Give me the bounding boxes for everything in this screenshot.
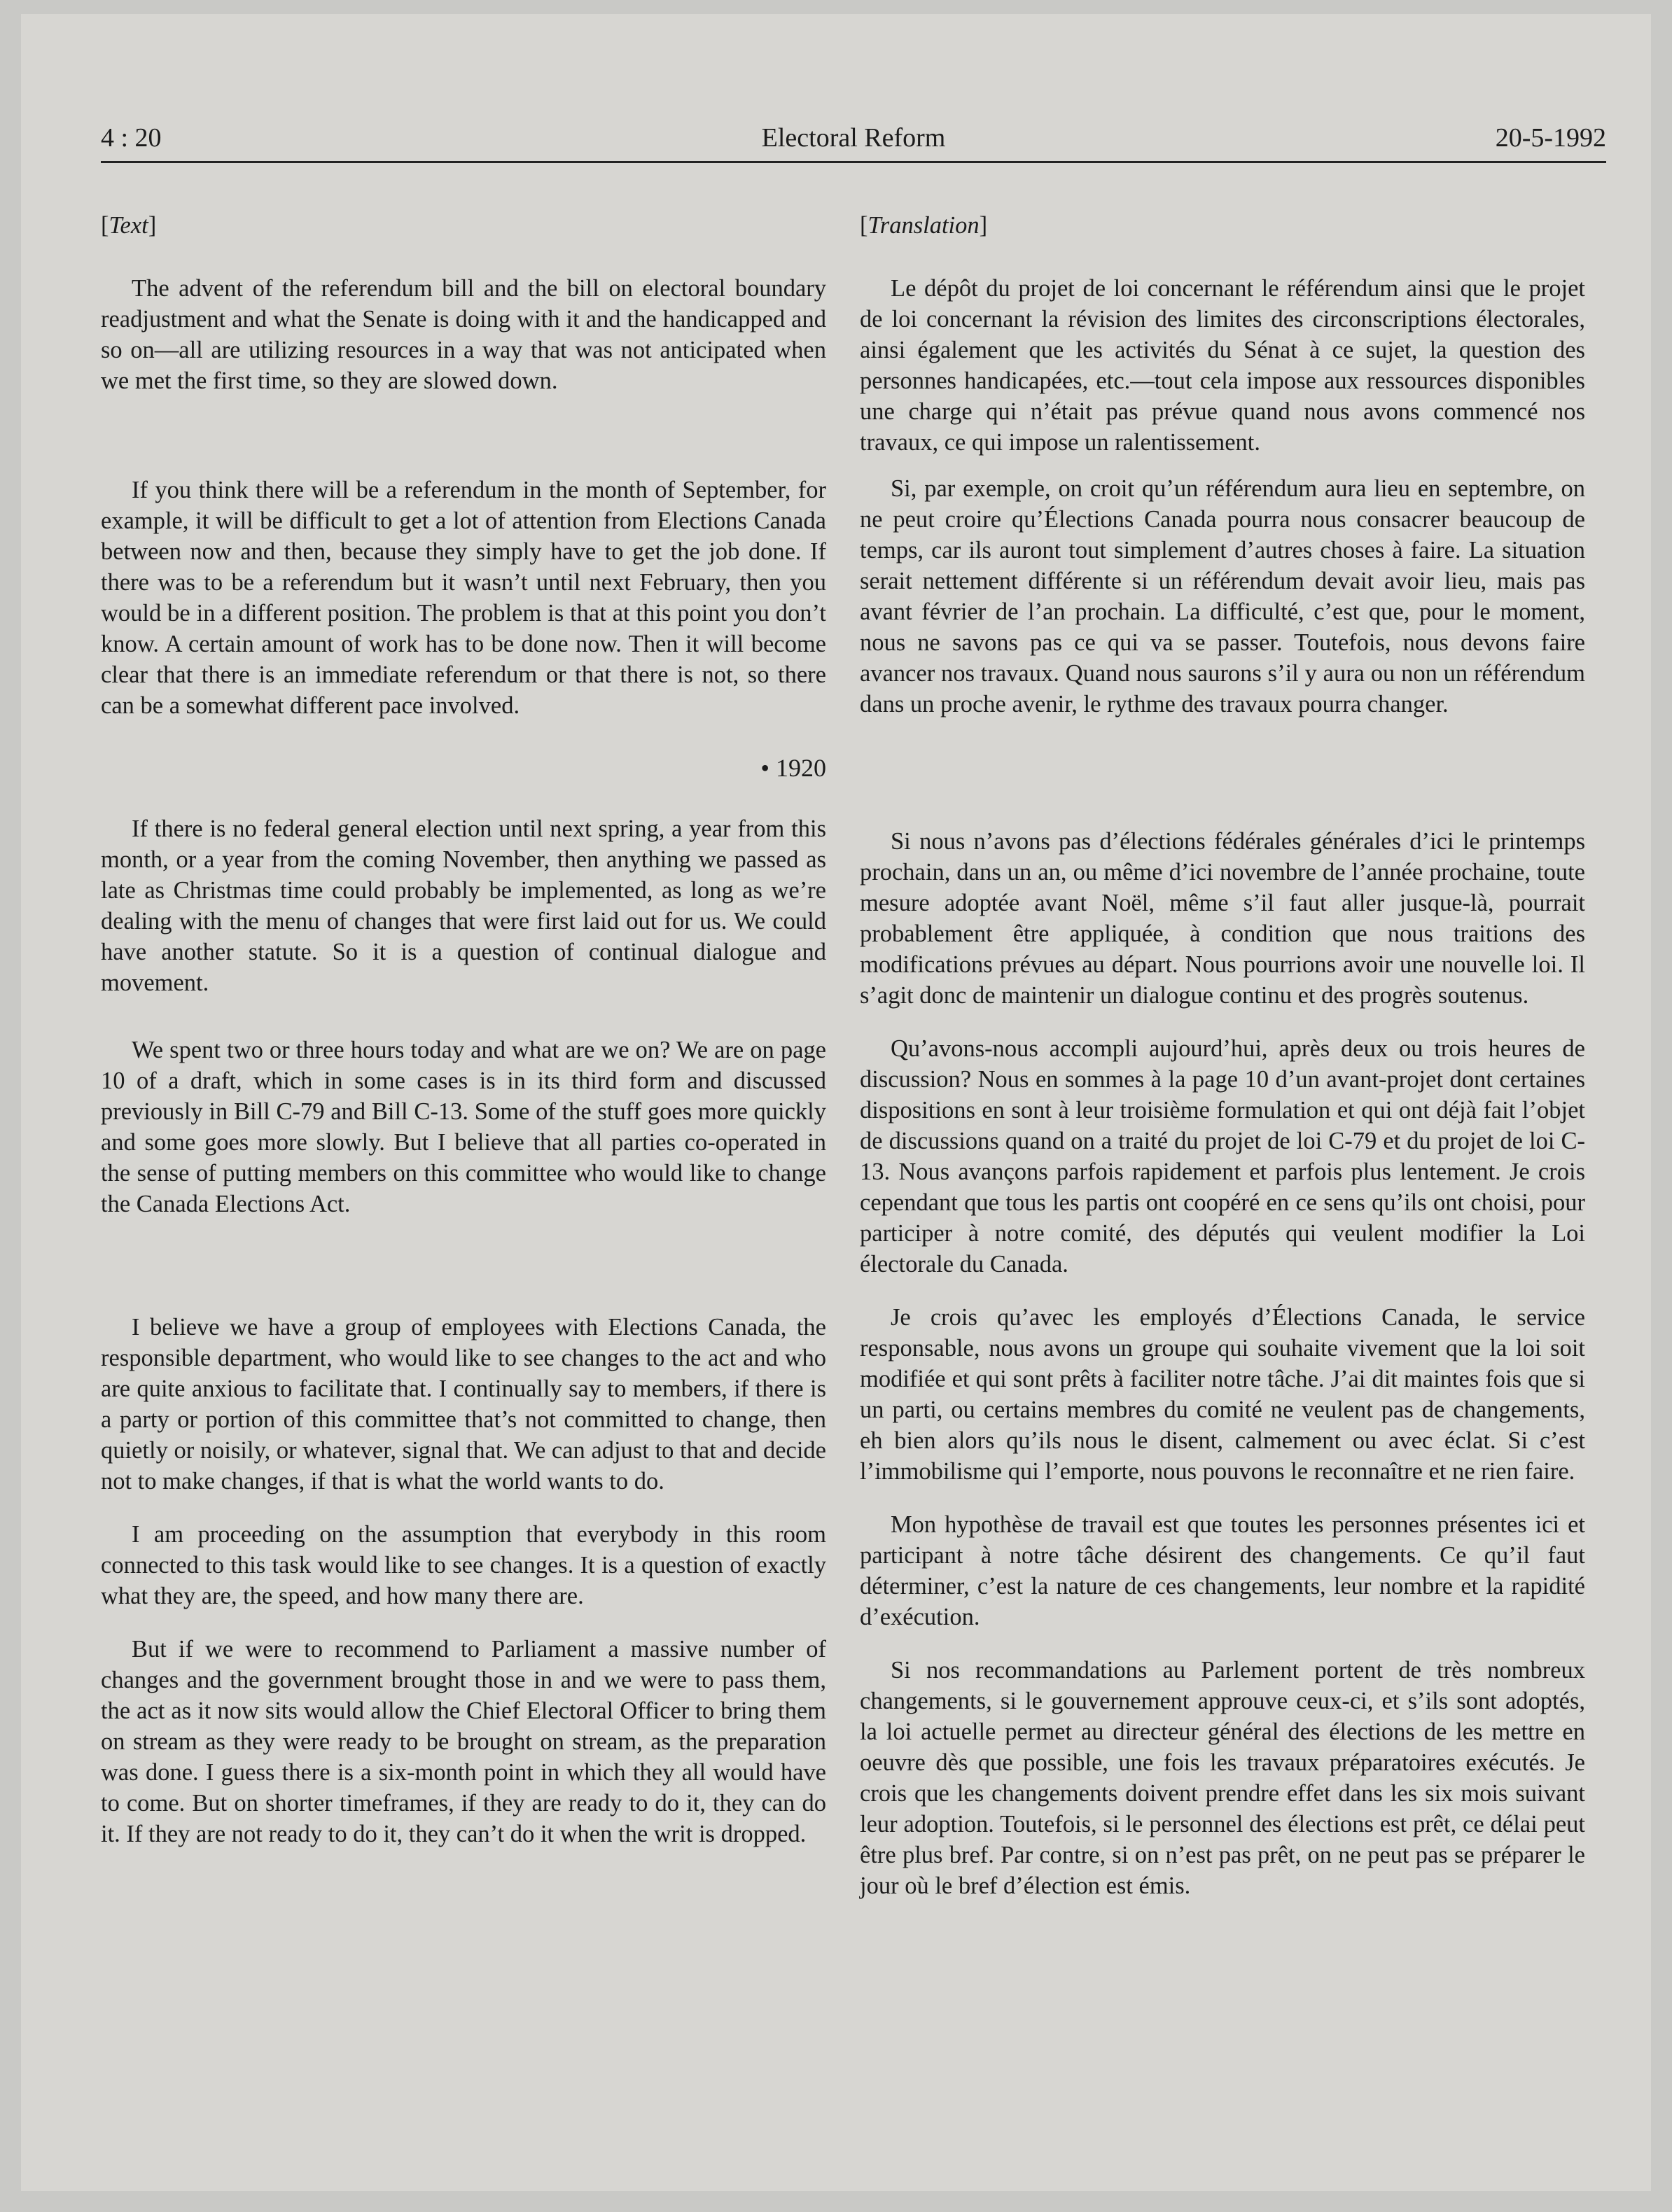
paragraph-en-2: If you think there will be a referendum in the month of September, for example, it will be difficult to get a lot of attention from Elections Canada between now and then, because they simply have to get the job done. If there was to be a referendum but it wasn’t until next February, then you would be in a different position. The problem is that at this point you don’t know. A certain amount of work has to be done now. Then it will become clear that there is an immediate referendum or that there is not, so there can be a somewhat different pace involved. bbox=[101, 477, 826, 719]
paragraph-fr-7: Si nos recommandations au Parlement portent de très nombreux changements, si le gouvernement approuve ceux-ci, et s’ils sont adoptés, la loi actuelle permet au directeur général des élections de les mettre en oeuvre dès que possible, une fois les travaux préparatoires exécutés. Je crois que les changements doivent prendre effet dans les six mois suivant leur adoption. Toutefois, si le personnel des élections est prêt, ce délai peut être plus bref. Par contre, si on n’est pas prêt, on ne peut pas se préparer le jour où le bref d’élection est émis. bbox=[860, 1657, 1585, 1899]
paragraph-en-1: The advent of the referendum bill and the bill on electoral boundary readjustment and what the Senate is doing with it and the handicapped and so on—all are utilizing resources in a way that was not anticipated when we met the first time, so they are slowed down. bbox=[101, 275, 826, 394]
french-column bbox=[860, 210, 1585, 1901]
document-date: 20-5-1992 bbox=[1495, 123, 1606, 153]
english-column bbox=[101, 210, 826, 1849]
paragraph-fr-1: Le dépôt du projet de loi concernant le référendum ainsi que le projet de loi concernant la révision des limites des circonscriptions électorales, ainsi également que les activités du Sénat à ce sujet, la question des personnes handicapées, etc.—tout cela impose aux ressources disponibles une charge qui n’était pas prévue quand nous avons commencé nos travaux, ce qui impose un ralentissement. bbox=[860, 275, 1585, 456]
paragraph-fr-5: Je crois qu’avec les employés d’Élections Canada, le service responsable, nous avons un groupe qui souhaite vivement que la loi soit modifiée et qui sont prêts à faciliter notre tâche. J’ai dit maintes fois que si un parti, ou certains membres du comité ne veulent pas de changements, eh bien alors qu’ils nous le disent, calmement ou avec éclat. Si c’est l’immobilisme qui l’emporte, nous pouvons le reconnaître et ne rien faire. bbox=[860, 1304, 1585, 1485]
paragraph-fr-4: Qu’avons-nous accompli aujourd’hui, après deux ou trois heures de discussion? Nous en sommes à la page 10 d’un avant-projet dont certaines dispositions en sont à leur troisième formulation et qui ont déjà fait l’objet de discussions quand on a traité du projet de loi C-79 et du projet de loi C-13. Nous avançons parfois rapidement et parfois plus lentement. Je crois cependant que tous les partis ont coopéré en ce sens qu’ils ont choisi, pour participer à notre comité, des députés qui veulent modifier la Loi électorale du Canada. bbox=[860, 1035, 1585, 1278]
paragraph-en-3: If there is no federal general election until next spring, a year from this month, or a year from the coming November, then anything we passed as late as Christmas time could probably be implemented, as long as we’re dealing with the menu of changes that were first laid out for us. We could have another statute. So it is a question of continual dialogue and movement. bbox=[101, 816, 826, 996]
paragraph-fr-3: Si nous n’avons pas d’élections fédérales générales d’ici le printemps prochain, dans un an, ou même d’ici novembre de l’année prochaine, toute mesure adoptée avant Noël, même s’il faut aller jusque-là, pourrait probablement être appliquée, à condition que nous traitions des modifications prévues au départ. Nous pourrions avoir une nouvelle loi. Il s’agit donc de maintenir un dialogue continu et des progrès soutenus. bbox=[860, 828, 1585, 1009]
section-label-translation: [Translation] bbox=[860, 212, 988, 239]
document-title: Electoral Reform bbox=[761, 123, 946, 153]
paragraph-en-6: I am proceeding on the assumption that everybody in this room connected to this task would like to see changes. It is a question of exactly what they are, the speed, and how many there are. bbox=[101, 1521, 826, 1609]
paragraph-en-5: I believe we have a group of employees with Elections Canada, the responsible department, who would like to see changes to the act and who are quite anxious to facilitate that. I continually say to members, if there is a party or portion of this committee that’s not committed to change, then quietly or noisily, or whatever, signal that. We can adjust to that and decide not to make changes, if that is what the world wants to do. bbox=[101, 1314, 826, 1494]
header-rule bbox=[101, 161, 1606, 163]
section-label-translation-value: Translation bbox=[868, 212, 980, 239]
paragraph-fr-6: Mon hypothèse de travail est que toutes les personnes présentes ici et participant à notre tâche désirent des changements. Ce qu’il faut déterminer, c’est la nature de ces changements, leur nombre et la rapidité d’exécution. bbox=[860, 1511, 1585, 1630]
document-page bbox=[21, 14, 1651, 2191]
paragraph-en-7: But if we were to recommend to Parliament a massive number of changes and the government brought those in and we were to pass them, the act as it now sits would allow the Chief Electoral Officer to bring them on stream as they were ready to be brought on stream, as the preparation was done. I guess there is a six-month point in which they all would have to come. But on shorter timeframes, if they are ready to do it, they can do it. If they are not ready to do it, they can’t do it when the writ is dropped. bbox=[101, 1636, 826, 1847]
paragraph-en-4: We spent two or three hours today and what are we on? We are on page 10 of a draft, which in some cases is in its third form and discussed previously in Bill C-79 and Bill C-13. Some of the stuff goes more quickly and some goes more slowly. But I believe that all parties co-operated in the sense of putting members on this committee who would like to change the Canada Elections Act. bbox=[101, 1037, 826, 1217]
section-label-text-value: Text bbox=[109, 212, 148, 239]
page-number: 4 : 20 bbox=[101, 123, 162, 153]
paragraph-fr-2: Si, par exemple, on croit qu’un référendum aura lieu en septembre, on ne peut croire qu’Élections Canada pourra nous consacrer beaucoup de temps, car ils auront tout simplement d’autres choses à faire. La situation serait nettement différente si un référendum devait avoir lieu, mais pas avant février de l’an prochain. La difficulté, c’est que, pour le moment, nous ne savons pas ce qui va se passer. Toutefois, nous devons faire avancer nos travaux. Quand nous saurons s’il y aura ou non un référendum dans un proche avenir, le rythme des travaux pourra changer. bbox=[860, 475, 1585, 718]
page-header bbox=[101, 117, 1606, 159]
time-marker: • 1920 bbox=[760, 754, 826, 782]
section-label-text: [Text] bbox=[101, 212, 157, 239]
